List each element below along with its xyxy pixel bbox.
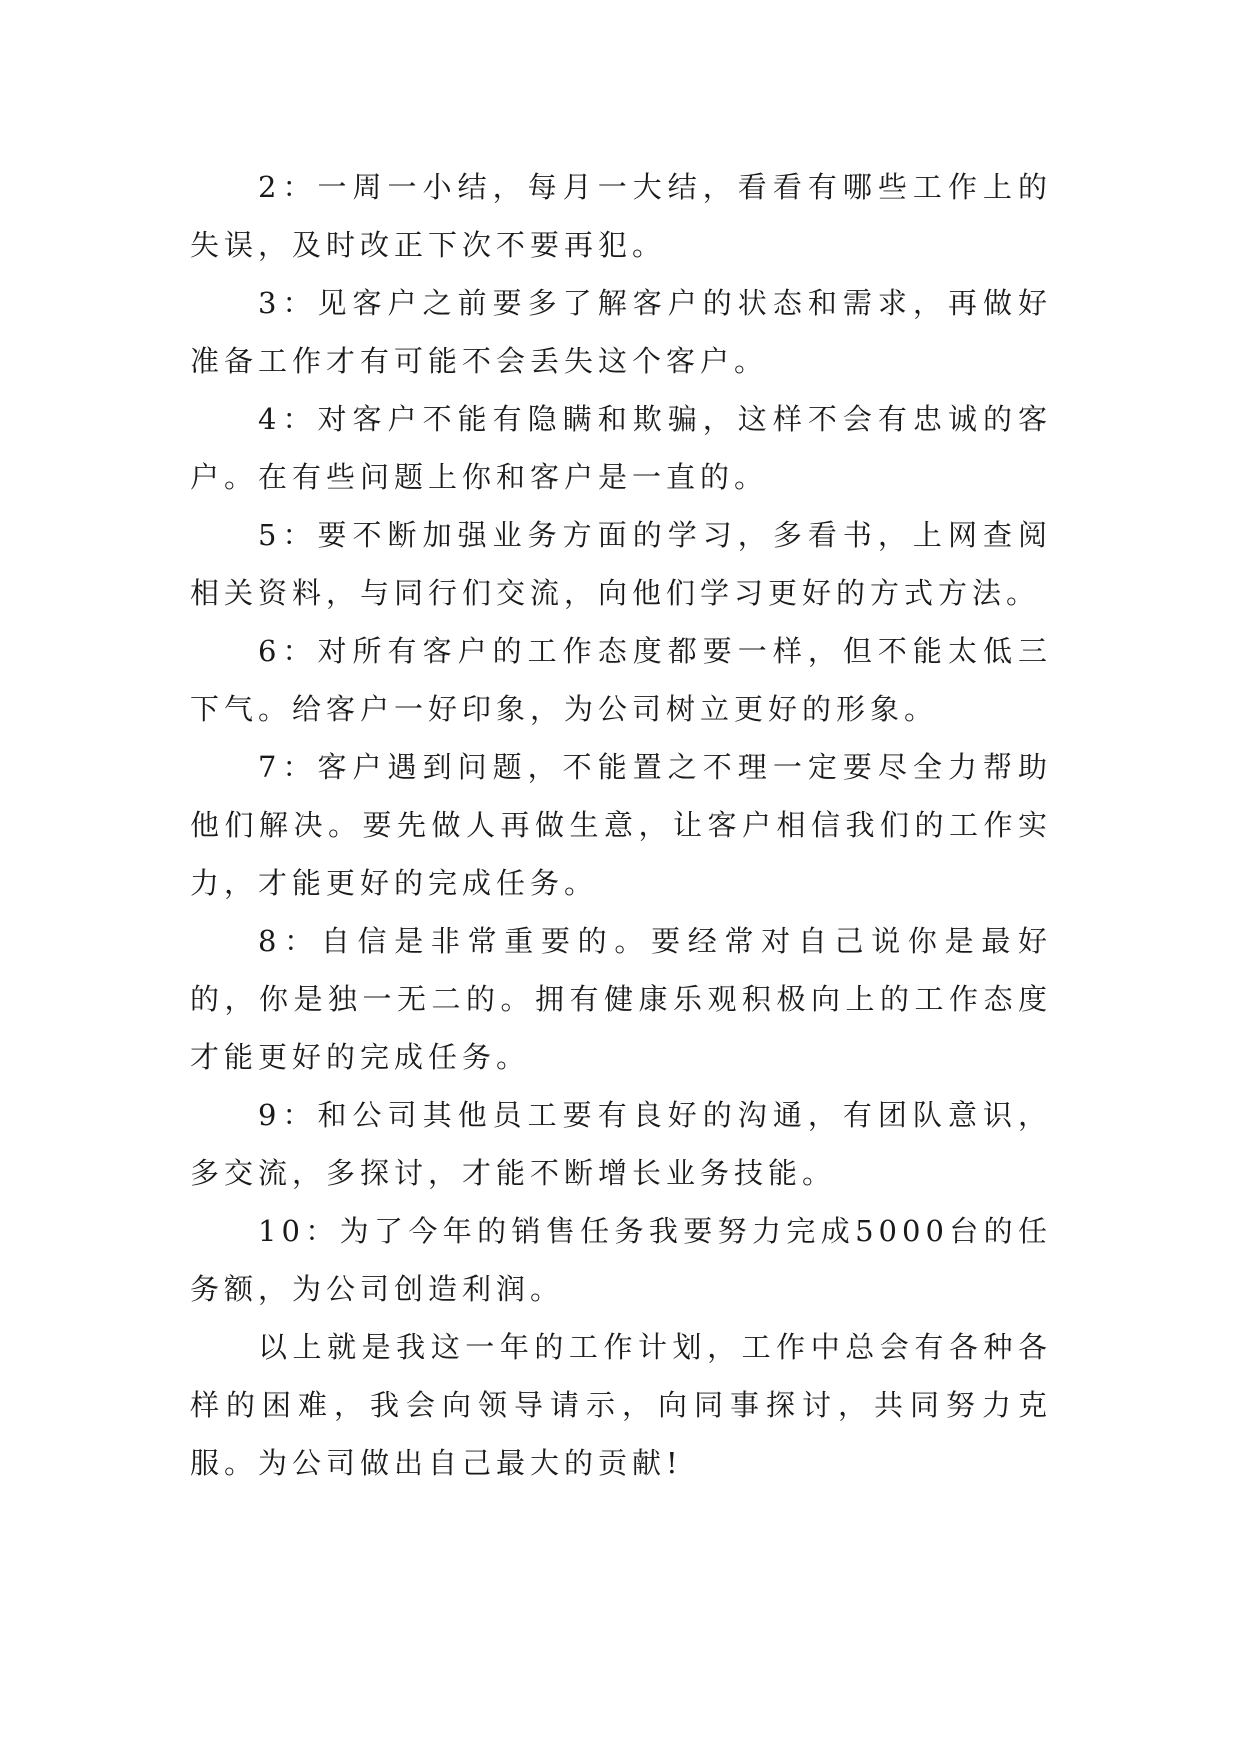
- paragraph-item-7: 7：客户遇到问题，不能置之不理一定要尽全力帮助他们解决。要先做人再做生意，让客户相信我们的工作实力，才能更好的完成任务。: [190, 750, 1052, 900]
- paragraph-item-5: 5：要不断加强业务方面的学习，多看书，上网查阅相关资料，与同行们交流，向他们学习更好的方式方法。: [190, 518, 1052, 610]
- paragraph-item-4: 4：对客户不能有隐瞒和欺骗，这样不会有忠诚的客户。在有些问题上你和客户是一直的。: [190, 402, 1052, 494]
- document-body: [190, 158, 1052, 1492]
- paragraph-item-6: 6：对所有客户的工作态度都要一样，但不能太低三下气。给客户一好印象，为公司树立更好的形象。: [190, 634, 1052, 726]
- closing-paragraph: 以上就是我这一年的工作计划，工作中总会有各种各样的困难，我会向领导请示，向同事探讨，共同努力克服。为公司做出自己最大的贡献!: [190, 1330, 1052, 1480]
- paragraph-item-3: 3：见客户之前要多了解客户的状态和需求，再做好准备工作才有可能不会丢失这个客户。: [190, 286, 1052, 378]
- paragraph-item-2: 2：一周一小结，每月一大结，看看有哪些工作上的失误，及时改正下次不要再犯。: [190, 170, 1052, 262]
- paragraph-item-9: 9：和公司其他员工要有良好的沟通，有团队意识，多交流，多探讨，才能不断增长业务技能。: [190, 1098, 1052, 1190]
- paragraph-item-8: 8：自信是非常重要的。要经常对自己说你是最好的，你是独一无二的。拥有健康乐观积极向上的工作态度才能更好的完成任务。: [190, 924, 1052, 1074]
- paragraph-item-10: 10：为了今年的销售任务我要努力完成5000台的任务额，为公司创造利润。: [190, 1214, 1052, 1306]
